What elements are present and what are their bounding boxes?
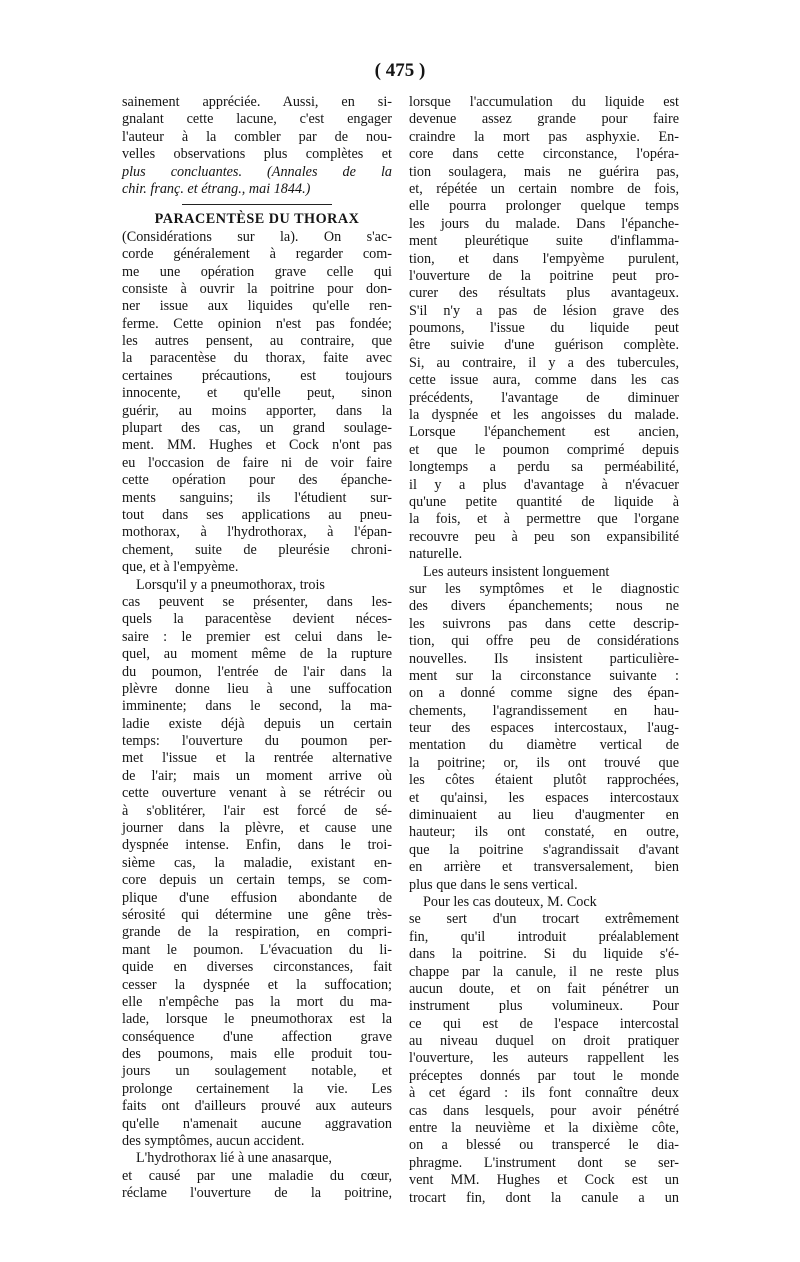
text-line: quels la paracentèse devient néces-: [122, 611, 392, 628]
left-text-column: [122, 94, 392, 1203]
text-line: certaines précautions, est toujours: [122, 367, 392, 384]
text-line: cas dans lesquels, pour avoir pénétré: [409, 1102, 679, 1119]
text-line: les autres pensent, au contraire, que: [122, 333, 392, 350]
text-line: naturelle.: [409, 546, 463, 563]
text-line: plique d'une effusion abondante de: [122, 889, 392, 906]
text-line: la poitrine; or, ils ont trouvé que: [409, 754, 679, 771]
text-line: vent MM. Hughes et Cock est un: [409, 1172, 679, 1189]
text-line: grande de la respiration, en compri-: [122, 924, 392, 941]
text-line: chappe par la canule, il ne reste plus: [409, 963, 679, 980]
text-line: des poumons, mais elle produit tou-: [122, 1046, 392, 1063]
text-line: Les auteurs insistent longuement: [423, 563, 610, 580]
text-line: curer des résultats plus avantageux.: [409, 285, 679, 302]
text-line: des symptômes, aucun accident.: [122, 1133, 305, 1150]
text-line: et que le poumon comprimé depuis: [409, 441, 679, 458]
text-line: aucun doute, et on fait pénétrer un: [409, 980, 679, 997]
text-line: et, répétée un certain nombre de fois,: [409, 180, 679, 197]
text-line: se sert d'un trocart extrêmement: [409, 911, 679, 928]
text-line: faits ont d'ailleurs prouvé aux auteurs: [122, 1098, 392, 1115]
text-line: que la poitrine s'agrandissait d'avant: [409, 841, 679, 858]
text-line: jours un soulagement notable, et: [122, 1063, 392, 1080]
text-line: en arrière et transversalement, bien: [409, 859, 679, 876]
text-line: entre la neuvième et la dixième côte,: [409, 1120, 679, 1137]
text-line: guérir, au moins apporter, dans la: [122, 402, 392, 419]
text-line: ment sur la circonstance suivante :: [409, 667, 679, 684]
text-line: (Considérations sur la). On s'ac-: [122, 228, 392, 245]
text-line: et qu'ainsi, les espaces intercostaux: [409, 789, 679, 806]
text-line: ladie existe déjà depuis un certain: [122, 715, 392, 732]
text-line: quel, au moment même de la rupture: [122, 646, 392, 663]
text-line: l'auteur à la combler par de nou-: [122, 128, 392, 145]
text-line: des divers épanchements; nous ne: [409, 598, 679, 615]
text-line: quide en diverses circonstances, fait: [122, 959, 392, 976]
text-line: les jours du malade. Dans l'épanche-: [409, 215, 679, 232]
text-line: Si, au contraire, il y a des tubercules,: [409, 354, 679, 371]
text-line: la paracentèse du thorax, faite avec: [122, 350, 392, 367]
text-line: mentation du diamètre vertical de: [409, 737, 679, 754]
text-line: réclame l'ouverture de la poitrine,: [122, 1185, 392, 1202]
text-line: à s'oblitérer, l'air est forcé de sé-: [122, 802, 392, 819]
text-line: diminuaient au lieu d'augmenter en: [409, 807, 679, 824]
text-line: ce qui est de l'espace intercostal: [409, 1015, 679, 1032]
text-line: craindre la mort pas asphyxie. En-: [409, 128, 679, 145]
text-line: la fois, et à permettre que l'organe: [409, 511, 679, 528]
text-line: sième cas, la maladie, existant en-: [122, 854, 392, 871]
text-line: plus concluantes. (Annales de la: [122, 163, 392, 180]
text-line: chir. franç. et étrang., mai 1844.): [122, 180, 311, 197]
text-line: plèvre donne lieu à une suffocation: [122, 680, 392, 697]
text-line: ments sanguins; ils l'étudient sur-: [122, 489, 392, 506]
text-line: velles observations plus complètes et: [122, 146, 392, 163]
text-line: plus que dans le sens vertical.: [409, 876, 578, 893]
text-line: mant le poumon. L'évacuation du li-: [122, 941, 392, 958]
section-rule: [122, 198, 392, 211]
text-line: chement, suite de pleurésie chroni-: [122, 541, 392, 558]
text-line: tion, qui offre peu de considérations: [409, 633, 679, 650]
text-line: corde généralement à regarder com-: [122, 246, 392, 263]
text-line: phragme. L'instrument dont se ser-: [409, 1154, 679, 1171]
text-line: consiste à ouvrir la poitrine pour don-: [122, 280, 392, 297]
text-line: journer dans la plèvre, et cause une: [122, 820, 392, 837]
section-heading: PARACENTÈSE DU THORAX: [154, 211, 360, 228]
text-line: on a blessé ou transpercé le dia-: [409, 1137, 679, 1154]
text-line: elle pourra prolonger quelque temps: [409, 198, 679, 215]
text-line: les suivrons pas dans cette descrip-: [409, 615, 679, 632]
text-line: trocart fin, dont la canule a un: [409, 1189, 679, 1206]
text-line: elle n'empêche pas la mort du ma-: [122, 993, 392, 1010]
text-line: être suivie d'une guérison complète.: [409, 337, 679, 354]
text-line: prolonge certainement la vie. Les: [122, 1080, 392, 1097]
text-line: cette ouverture venant à se rétrécir ou: [122, 785, 392, 802]
text-line: cette issue aura, comme dans les cas: [409, 372, 679, 389]
text-line: la dyspnée et les angoisses du malade.: [409, 407, 679, 424]
text-line: conséquence d'une affection grave: [122, 1028, 392, 1045]
text-line: fin, qu'il introduit préalablement: [409, 928, 679, 945]
text-line: de l'air; mais un moment arrive où: [122, 767, 392, 784]
text-line: longtemps a perdu sa perméabilité,: [409, 459, 679, 476]
text-line: devenue assez grande pour faire: [409, 111, 679, 128]
text-line: saire : le premier est celui dans le-: [122, 628, 392, 645]
text-line: S'il n'y a pas de lésion grave des: [409, 302, 679, 319]
text-line: cesser la dyspnée et la suffocation;: [122, 976, 392, 993]
text-line: tout dans ses applications au pneu-: [122, 506, 392, 523]
text-line: me une opération grave celle qui: [122, 263, 392, 280]
text-line: core depuis un certain temps, se com-: [122, 872, 392, 889]
text-line: lorsque l'accumulation du liquide est: [409, 94, 679, 110]
text-line: qu'elle n'amenait aucune aggravation: [122, 1115, 392, 1132]
text-line: mothorax, à l'hydrothorax, à l'épan-: [122, 524, 392, 541]
text-line: temps: l'ouverture du poumon per-: [122, 733, 392, 750]
text-line: core dans cette circonstance, l'opéra-: [409, 146, 679, 163]
text-line: l'ouverture, les auteurs rappellent les: [409, 1050, 679, 1067]
text-line: Lorsqu'il y a pneumothorax, trois: [136, 576, 325, 593]
text-line: nouvelles. Ils insistent particulière-: [409, 650, 679, 667]
text-line: sur les symptômes et le diagnostic: [409, 580, 679, 597]
text-line: dans la poitrine. Si du liquide s'é-: [409, 946, 679, 963]
text-line: eu l'occasion de faire ni de voir faire: [122, 454, 392, 471]
text-line: il y a plus d'avantage à n'évacuer: [409, 476, 679, 493]
text-line: les côtes étaient plutôt rapprochées,: [409, 772, 679, 789]
text-line: ment. MM. Hughes et Cock n'ont pas: [122, 437, 392, 454]
text-line: tion, et dans l'empyème purulent,: [409, 250, 679, 267]
text-line: l'ouverture de la poitrine peut pro-: [409, 267, 679, 284]
page-number: ( 475 ): [374, 60, 426, 81]
text-line: instrument plus volumineux. Pour: [409, 998, 679, 1015]
text-line: L'hydrothorax lié à une anasarque,: [136, 1150, 332, 1167]
text-line: que, et à l'empyème.: [122, 559, 239, 576]
text-line: ment pleurétique suite d'inflamma-: [409, 233, 679, 250]
text-line: hauteur; ils ont constaté, en outre,: [409, 824, 679, 841]
text-line: cas peuvent se présenter, dans les-: [122, 593, 392, 610]
text-line: recouvre peu à peu son expansibilité: [409, 528, 679, 545]
text-line: poumons, l'issue du liquide peut: [409, 320, 679, 337]
text-line: du poumon, l'entrée de l'air dans la: [122, 663, 392, 680]
text-line: ner issue aux liquides qu'elle ren-: [122, 298, 392, 315]
text-line: qu'une petite quantité de liquide à: [409, 493, 679, 510]
text-line: cette opération pour des épanche-: [122, 472, 392, 489]
text-line: Lorsque l'épanchement est ancien,: [409, 424, 679, 441]
text-line: dyspnée intense. Enfin, dans le troi-: [122, 837, 392, 854]
text-line: précédents, l'avantage de diminuer: [409, 389, 679, 406]
text-line: sérosité qui détermine une gêne très-: [122, 906, 392, 923]
text-line: imminente; dans le second, la ma-: [122, 698, 392, 715]
text-line: on a donné comme signe des épan-: [409, 685, 679, 702]
text-line: Pour les cas douteux, M. Cock: [423, 893, 597, 910]
text-line: ferme. Cette opinion n'est pas fondée;: [122, 315, 392, 332]
text-line: innocente, et qu'elle peut, sinon: [122, 385, 392, 402]
text-line: teur des espaces intercostaux, l'aug-: [409, 720, 679, 737]
text-line: lade, lorsque le pneumothorax est la: [122, 1011, 392, 1028]
text-line: chements, l'agrandissement en hau-: [409, 702, 679, 719]
text-line: au niveau duquel on droit pratiquer: [409, 1033, 679, 1050]
text-line: à cet égard : ils font connaître deux: [409, 1085, 679, 1102]
text-line: plupart des cas, un grand soulage-: [122, 420, 392, 437]
text-line: met l'issue et la rentrée alternative: [122, 750, 392, 767]
text-line: sainement appréciée. Aussi, en si-: [122, 94, 392, 110]
right-text-column: [409, 94, 679, 1207]
text-line: et causé par une maladie du cœur,: [122, 1167, 392, 1184]
text-line: préceptes donnés par tout le monde: [409, 1067, 679, 1084]
text-line: gnalant cette lacune, c'est engager: [122, 111, 392, 128]
text-line: tion soulagera, mais ne guérira pas,: [409, 163, 679, 180]
